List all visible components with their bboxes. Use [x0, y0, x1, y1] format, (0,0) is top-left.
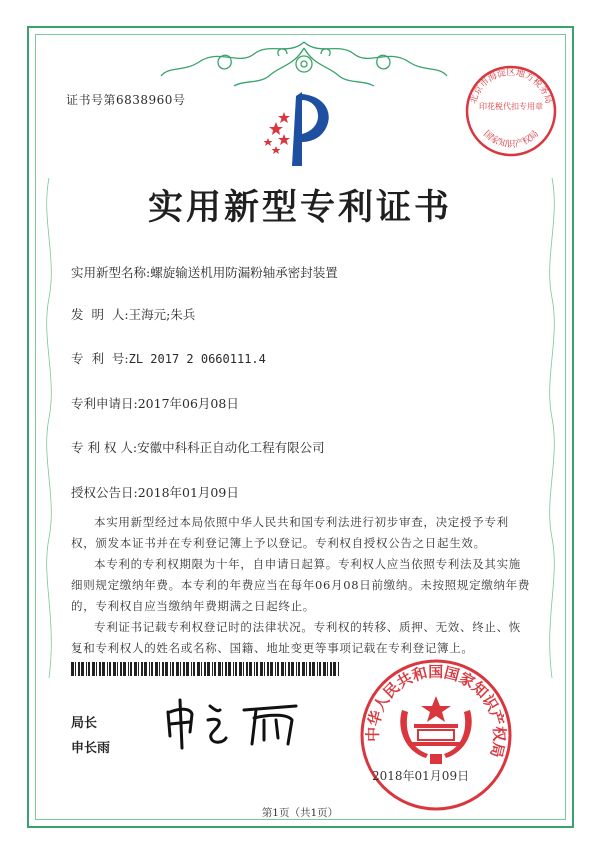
left-ornament-icon	[39, 178, 59, 678]
barcode-bar	[256, 662, 258, 676]
signature-name: 申长雨	[71, 741, 111, 756]
field-label: 专 利 号:	[71, 351, 129, 366]
barcode-bar	[128, 662, 129, 676]
barcode-bar	[312, 662, 315, 676]
barcode-bar	[317, 662, 318, 676]
barcode-bar	[78, 662, 80, 676]
barcode-bar	[176, 662, 179, 676]
barcode-bar	[275, 662, 276, 676]
barcode-bar	[155, 662, 158, 676]
barcode-bar	[323, 662, 326, 676]
barcode-bar	[207, 662, 210, 676]
barcode-bar	[193, 662, 195, 676]
barcode-bar	[260, 662, 263, 676]
barcode-bar	[172, 662, 174, 676]
barcode-bar	[309, 662, 311, 676]
paragraph-term: 本专利的专利权期限为十年，自申请日起算。专利权人应当依照专利法及其实施细则规定缴纳年费。本专利的年费应当在每年06月08日前缴纳。未按照规定缴纳年费的，专利权自应当缴纳年费期满之日起终止。	[71, 557, 531, 613]
field-utility-model-name	[71, 263, 338, 281]
barcode-bar	[298, 662, 300, 676]
barcode-bar	[109, 662, 111, 676]
field-value: 王海元;朱兵	[128, 307, 196, 322]
barcode-bar	[204, 662, 206, 676]
barcode-bar	[212, 662, 213, 676]
barcode-bar	[130, 662, 132, 676]
barcode-bar	[233, 662, 234, 676]
certificate-title: 实用新型专利证书	[147, 187, 452, 228]
tax-stamp-seal-icon	[464, 64, 558, 158]
top-ornament-icon	[159, 36, 449, 90]
barcode-bar	[281, 662, 284, 676]
barcode-bar	[228, 662, 231, 676]
barcode-bar	[75, 662, 76, 676]
page-footer: 第1页（共1页）	[261, 807, 339, 819]
barcode-bar	[249, 662, 252, 676]
barcode-bar	[117, 662, 118, 676]
barcode-bar	[197, 662, 200, 676]
barcode-bar	[102, 662, 105, 676]
barcode-bar	[288, 662, 290, 676]
barcode-icon	[71, 662, 339, 676]
field-value: 2018年01月09日	[137, 485, 239, 500]
barcode-bar	[120, 662, 122, 676]
barcode-bar	[71, 662, 74, 676]
handwritten-signature-icon	[160, 696, 310, 750]
field-patent-number	[71, 349, 266, 367]
barcode-bar	[277, 662, 279, 676]
issue-date: 2018年01月09日	[372, 769, 470, 783]
signature-title: 局长	[71, 716, 98, 731]
svg-text:北京市海淀区地方税务局: 北京市海淀区地方税务局	[468, 68, 554, 106]
barcode-bar	[254, 662, 255, 676]
barcode-bar	[302, 662, 305, 676]
certificate-number: 证书号第6838960号	[66, 93, 186, 107]
barcode-bar	[319, 662, 321, 676]
svg-text:中华人民共和国国家知识产权局: 中华人民共和国国家知识产权局	[363, 662, 509, 760]
svg-text:国家知识产权局: 国家知识产权局	[481, 129, 541, 150]
barcode-bar	[159, 662, 160, 676]
field-application-date	[71, 394, 239, 412]
barcode-bar	[183, 662, 185, 676]
barcode-bar	[141, 662, 143, 676]
field-label: 发 明 人:	[71, 307, 129, 322]
barcode-bar	[246, 662, 248, 676]
barcode-bar	[144, 662, 147, 676]
barcode-bar	[306, 662, 307, 676]
field-value: 2017年06月08日	[137, 396, 239, 411]
barcode-bar	[138, 662, 139, 676]
field-label: 实用新型名称:	[71, 265, 151, 280]
field-label: 专利申请日:	[71, 396, 138, 411]
svg-text:印花税代扣专用章: 印花税代扣专用章	[479, 102, 543, 111]
barcode-bar	[225, 662, 227, 676]
barcode-bar	[270, 662, 273, 676]
paragraph-grant: 本实用新型经过本局依照中华人民共和国专利法进行初步审查，决定授予专利权，颁发本证书并在专利登记簿上予以登记。专利权自授权公告之日起生效。	[71, 515, 509, 550]
barcode-bar	[92, 662, 95, 676]
barcode-bar	[333, 662, 336, 676]
barcode-bar	[327, 662, 328, 676]
barcode-bar	[180, 662, 181, 676]
barcode-bar	[338, 662, 339, 676]
barcode-bar	[267, 662, 269, 676]
barcode-bar	[285, 662, 286, 676]
patent-office-logo-icon	[262, 88, 338, 170]
barcode-bar	[243, 662, 244, 676]
barcode-bar	[107, 662, 108, 676]
barcode-bar	[149, 662, 150, 676]
barcode-bar	[291, 662, 294, 676]
barcode-bar	[86, 662, 87, 676]
right-ornament-icon	[542, 178, 562, 678]
field-value: ZL 2017 2 0660111.4	[128, 352, 266, 366]
field-label: 专 利 权 人:	[71, 440, 138, 455]
barcode-bar	[296, 662, 297, 676]
barcode-bar	[186, 662, 189, 676]
barcode-bar	[99, 662, 101, 676]
field-value: 安徽中科科正自动化工程有限公司	[137, 440, 325, 455]
barcode-bar	[162, 662, 164, 676]
patent-office-seal-icon	[357, 656, 515, 814]
field-label: 授权公告日:	[71, 485, 138, 500]
barcode-bar	[222, 662, 223, 676]
paragraph-legal-status: 专利证书记载专利权登记时的法律状况。专利权的转移、质押、无效、终止、恢复和专利权人的姓名或名称、国籍、地址变更等事项记载在专利登记簿上。	[71, 620, 521, 655]
barcode-bar	[239, 662, 242, 676]
field-inventor	[71, 305, 195, 323]
barcode-bar	[264, 662, 265, 676]
barcode-bar	[96, 662, 97, 676]
barcode-bar	[201, 662, 202, 676]
barcode-bar	[88, 662, 90, 676]
barcode-bar	[191, 662, 192, 676]
barcode-bar	[165, 662, 168, 676]
barcode-bar	[81, 662, 84, 676]
barcode-bar	[170, 662, 171, 676]
barcode-bar	[134, 662, 137, 676]
field-grant-date	[71, 483, 239, 501]
field-value: 螺旋输送机用防漏粉轴承密封装置	[150, 265, 338, 280]
barcode-bar	[113, 662, 116, 676]
barcode-bar	[151, 662, 153, 676]
barcode-bar	[235, 662, 237, 676]
barcode-bar	[330, 662, 332, 676]
barcode-bar	[214, 662, 216, 676]
certificate-body	[71, 512, 531, 659]
barcode-bar	[218, 662, 221, 676]
barcode-bar	[123, 662, 126, 676]
field-patentee	[71, 438, 325, 456]
